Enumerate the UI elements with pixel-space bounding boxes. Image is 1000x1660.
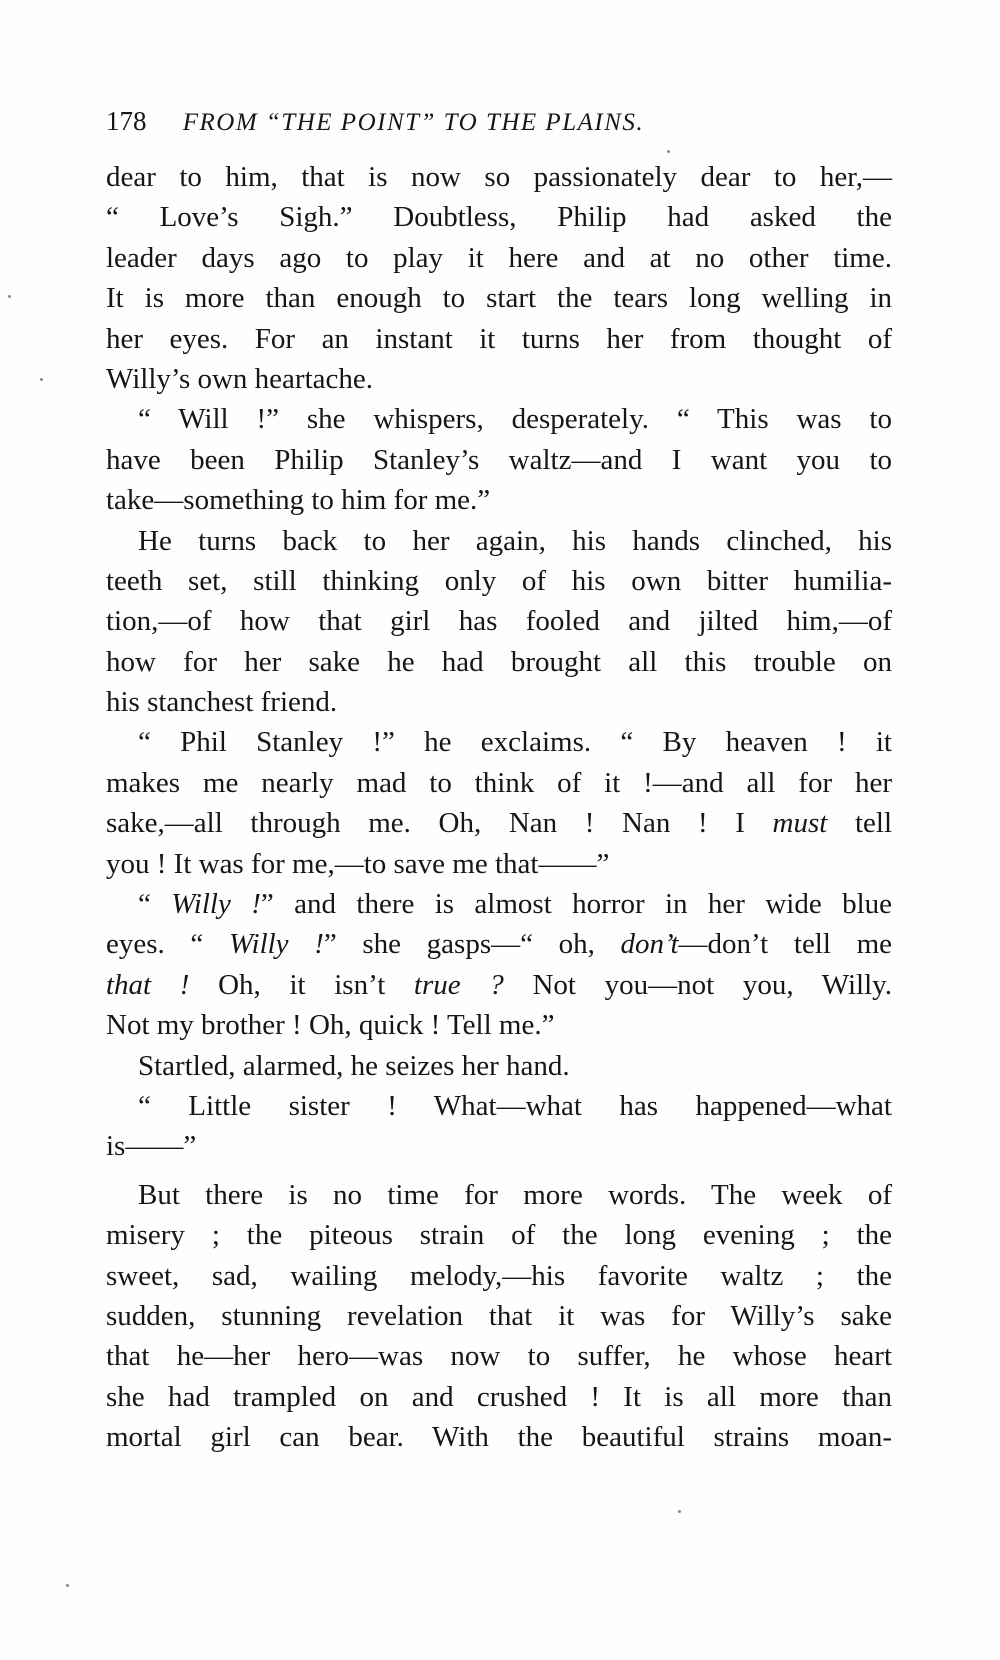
text-segment: dear to him, that is now so passionately dear to her,— xyxy=(106,161,892,193)
text-segment: teeth set, still thinking only of his own bitter humilia- xyxy=(106,564,892,597)
text-segment: mortal girl can bear. With the beautiful strains moan- xyxy=(106,1421,892,1454)
text-segment: ” and there is almost horror in her wide blue xyxy=(260,888,892,921)
paper-speck xyxy=(678,1510,681,1513)
text-segment: eyes. “ xyxy=(106,928,229,961)
text-line xyxy=(106,601,892,641)
text-segment: —don’t tell me xyxy=(678,928,893,961)
paper-speck xyxy=(8,295,11,298)
paper-speck xyxy=(66,1584,69,1587)
text-line xyxy=(106,1215,892,1255)
text-line xyxy=(106,440,892,480)
text-line xyxy=(106,1005,892,1045)
text-line xyxy=(106,521,892,561)
text-line xyxy=(106,1175,892,1215)
text-line xyxy=(106,1086,892,1126)
text-line xyxy=(106,319,892,359)
text-segment: leader days ago to play it here and at no other time. xyxy=(106,241,892,274)
text-segment: tell xyxy=(827,807,893,840)
text-segment: Willy’s own heartache. xyxy=(106,362,373,395)
text-line xyxy=(106,682,892,722)
text-segment: But there is no time for more words. The week of xyxy=(138,1178,892,1211)
text-segment: ” she gasps—“ oh, xyxy=(323,928,621,961)
text-line xyxy=(106,763,892,803)
text-line xyxy=(106,803,892,843)
text-segment: misery ; the piteous strain of the long evening ; the xyxy=(106,1219,892,1252)
text-segment: have been Philip Stanley’s waltz—and I want you to xyxy=(106,443,892,476)
text-line xyxy=(106,359,892,399)
text-line xyxy=(106,238,892,278)
text-segment: sweet, sad, wailing melody,—his favorite waltz ; the xyxy=(106,1259,892,1292)
text-segment: Oh, it isn’t xyxy=(189,968,414,1001)
italic-text: that ! xyxy=(106,968,190,1001)
text-segment: take—something to him for me.” xyxy=(106,484,491,517)
running-header xyxy=(106,104,866,138)
text-segment: sake,—all through me. Oh, Nan ! Nan ! I xyxy=(106,807,773,840)
italic-text: don’t xyxy=(620,928,679,961)
text-segment: how for her sake he had brought all this trouble on xyxy=(106,645,892,678)
text-line xyxy=(106,884,892,924)
text-line xyxy=(106,965,892,1005)
text-segment: she had trampled on and crushed ! It is all more than xyxy=(106,1380,892,1413)
text-segment: Not you—not you, Willy. xyxy=(503,968,892,1001)
text-line xyxy=(106,1417,892,1457)
text-segment: makes me nearly mad to think of it !—and all for her xyxy=(106,766,892,799)
text-line xyxy=(106,1296,892,1336)
running-title: FROM “THE POINT” TO THE PLAINS. xyxy=(182,109,645,136)
text-segment: He turns back to her again, his hands clinched, his xyxy=(138,524,892,557)
text-segment: “ Love’s Sigh.” Doubtless, Philip had asked the xyxy=(106,201,892,234)
text-segment: “ Phil Stanley !” he exclaims. “ By heaven ! it xyxy=(138,726,892,759)
page-number: 178 xyxy=(106,106,147,136)
italic-text: Willy ! xyxy=(171,888,261,921)
text-line xyxy=(106,924,892,964)
text-line xyxy=(106,157,892,197)
text-segment: Startled, alarmed, he seizes her hand. xyxy=(138,1049,570,1082)
text-segment: “ xyxy=(138,888,172,921)
paper-speck xyxy=(40,378,43,381)
text-segment: is——” xyxy=(106,1130,197,1163)
text-line xyxy=(106,1126,892,1166)
text-line xyxy=(106,1256,892,1296)
text-segment: “ Little sister ! What—what has happened—what xyxy=(138,1089,892,1122)
text-segment: “ Will !” she whispers, desperately. “ This was to xyxy=(138,403,892,436)
text-line xyxy=(106,561,892,601)
text-segment: It is more than enough to start the tears long welling in xyxy=(106,282,892,315)
text-line xyxy=(106,722,892,762)
paper-speck xyxy=(667,150,670,153)
text-segment: tion,—of how that girl has fooled and jilted him,—of xyxy=(106,605,892,638)
text-line xyxy=(106,1377,892,1417)
italic-text: Willy ! xyxy=(228,928,324,961)
text-line xyxy=(106,399,892,439)
text-line xyxy=(106,1336,892,1376)
text-line xyxy=(106,480,892,520)
text-segment: her eyes. For an instant it turns her from thought of xyxy=(106,322,892,355)
text-segment: sudden, stunning revelation that it was for Willy’s sake xyxy=(106,1299,892,1332)
body-text xyxy=(106,157,892,1458)
text-line xyxy=(106,1046,892,1086)
italic-text: true ? xyxy=(413,968,504,1001)
text-line xyxy=(106,844,892,884)
text-segment: that he—her hero—was now to suffer, he whose heart xyxy=(106,1340,892,1373)
text-line xyxy=(106,197,892,237)
text-line xyxy=(106,278,892,318)
italic-text: must xyxy=(772,807,828,840)
text-line xyxy=(106,642,892,682)
text-segment: Not my brother ! Oh, quick ! Tell me.” xyxy=(106,1009,555,1042)
text-segment: his stanchest friend. xyxy=(106,686,338,719)
text-segment: you ! It was for me,—to save me that——” xyxy=(106,847,610,880)
